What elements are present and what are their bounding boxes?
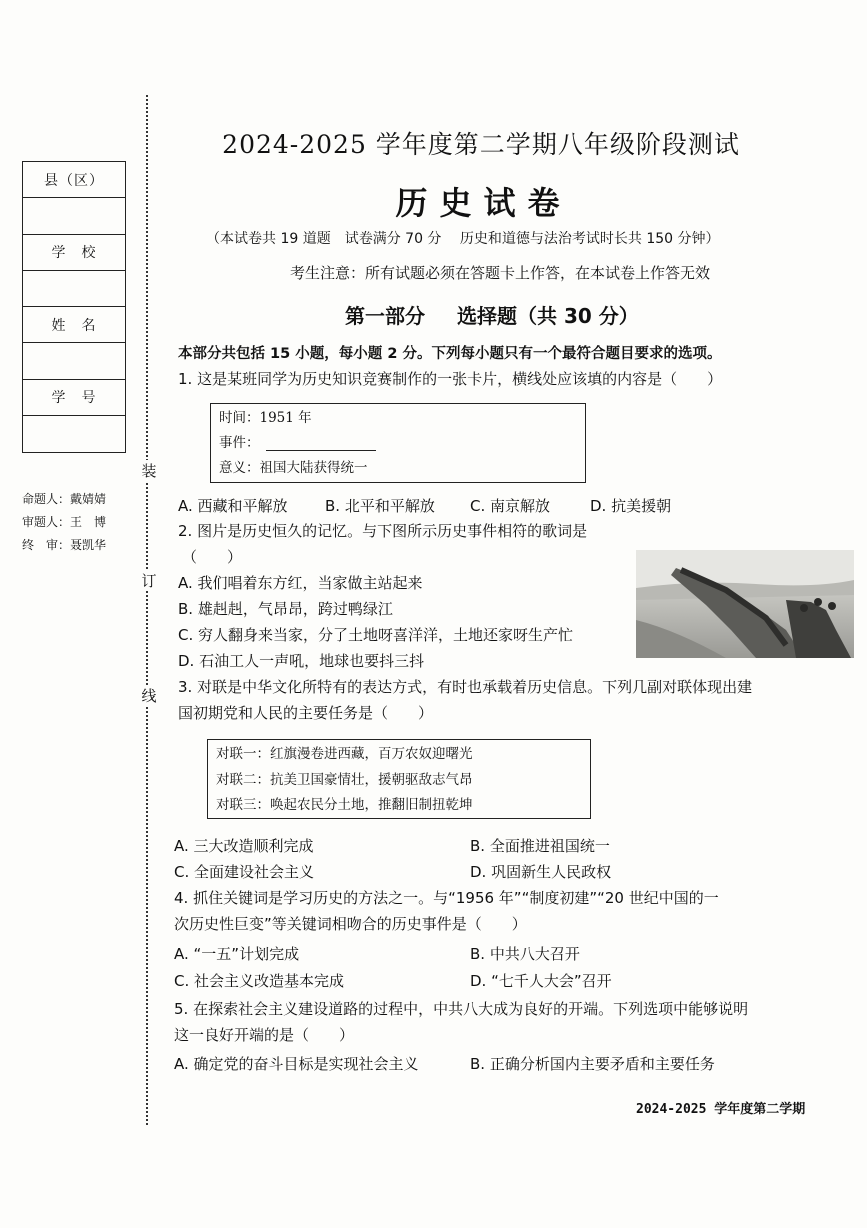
- q2-option-d[interactable]: D. 石油工人一声吼，地球也要抖三抖: [178, 652, 425, 670]
- subject-title: 历史试卷: [395, 184, 572, 222]
- section-name: 选择题（共 30 分）: [457, 304, 639, 328]
- q2-option-b[interactable]: B. 雄赳赳，气昂昂，跨过鸭绿江: [178, 600, 393, 618]
- exam-title: 2024-2025 学年度第二学期八年级阶段测试: [222, 130, 740, 159]
- q1-option-d[interactable]: D. 抗美援朝: [590, 497, 672, 515]
- binding-char-zhuang: 装: [141, 462, 157, 480]
- q3-option-d[interactable]: D. 巩固新生人民政权: [470, 863, 612, 881]
- q1-card-time: 时间：1951 年: [219, 410, 312, 426]
- q1-option-c[interactable]: C. 南京解放: [470, 497, 551, 515]
- reviewer: 审题人：王 博: [22, 515, 107, 529]
- final-reviewer: 终 审：聂凯华: [22, 538, 107, 552]
- q3-stem-line1: 3. 对联是中华文化所特有的表达方式，有时也承载着历史信息。下列几副对联体现出建: [178, 678, 753, 696]
- q4-option-b[interactable]: B. 中共八大召开: [470, 945, 580, 963]
- student-id-field[interactable]: [23, 416, 125, 452]
- q3-stem-line2: 国初期党和人民的主要任务是（ ）: [178, 704, 434, 722]
- q4-option-c[interactable]: C. 社会主义改造基本完成: [174, 972, 345, 990]
- student-id-label: 学 号: [23, 380, 125, 416]
- q3-option-b[interactable]: B. 全面推进祖国统一: [470, 837, 610, 855]
- section-part: 第一部分: [345, 304, 425, 328]
- q2-stem: 2. 图片是历史恒久的记忆。与下图所示历史事件相符的歌词是: [178, 522, 588, 540]
- q3-couplet-1: 对联一：红旗漫卷进西藏，百万农奴迎曙光: [216, 746, 473, 762]
- q4-stem-line2: 次历史性巨变”等关键词相吻合的历史事件是（ ）: [174, 915, 527, 933]
- q5-stem-line1: 5. 在探索社会主义建设道路的过程中，中共八大成为良好的开端。下列选项中能够说明: [174, 1000, 749, 1018]
- q1-stem: 1. 这是某班同学为历史知识竞赛制作的一张卡片，横线处应该填的内容是（ ）: [178, 370, 723, 388]
- school-label: 学 校: [23, 235, 125, 271]
- binding-char-ding: 订: [141, 572, 157, 590]
- q4-option-d[interactable]: D. “七千人大会”召开: [470, 972, 612, 990]
- binding-char-xian: 线: [141, 687, 157, 705]
- name-field[interactable]: [23, 343, 125, 379]
- exam-notice: 考生注意：所有试题必须在答题卡上作答，在本试卷上作答无效: [290, 264, 711, 282]
- q3-option-a[interactable]: A. 三大改造顺利完成: [174, 837, 314, 855]
- name-label: 姓 名: [23, 307, 125, 343]
- q3-couplets-box: [207, 739, 591, 819]
- q1-card-blank: [266, 436, 376, 451]
- q1-card-event: 事件：: [219, 435, 260, 451]
- section-instruction: 本部分共包括 15 小题，每小题 2 分。下列每小题只有一个最符合题目要求的选项。: [178, 346, 722, 362]
- q3-couplet-2: 对联二：抗美卫国豪情壮，援朝驱敌志气昂: [216, 771, 473, 788]
- q2-option-c[interactable]: C. 穷人翻身来当家，分了土地呀喜洋洋，土地还家呀生产忙: [178, 626, 574, 644]
- q2-answer-paren: （ ）: [182, 548, 243, 566]
- q1-card: [210, 403, 586, 483]
- q1-card-event-row: [219, 431, 577, 456]
- q2-option-a[interactable]: A. 我们唱着东方红，当家做主站起来: [178, 574, 423, 592]
- photo-illustration: [636, 550, 854, 658]
- q4-option-a[interactable]: A. “一五”计划完成: [174, 945, 300, 963]
- q5-stem-line2: 这一良好开端的是（ ）: [174, 1026, 355, 1044]
- q5-option-a[interactable]: A. 确定党的奋斗目标是实现社会主义: [174, 1055, 419, 1073]
- q3-option-c[interactable]: C. 全面建设社会主义: [174, 863, 315, 881]
- q1-option-a[interactable]: A. 西藏和平解放: [178, 497, 288, 515]
- q5-option-b[interactable]: B. 正确分析国内主要矛盾和主要任务: [470, 1055, 715, 1073]
- q2-historical-photo: [636, 550, 854, 658]
- q3-couplet-3: 对联三：唤起农民分土地，推翻旧制扭乾坤: [216, 797, 473, 813]
- binding-dotted-line: [146, 95, 154, 1125]
- q4-stem-line1: 4. 抓住关键词是学习历史的方法之一。与“1956 年”“制度初建”“20 世纪中国的一: [174, 889, 719, 907]
- q1-card-meaning: 意义：祖国大陆获得统一: [219, 460, 368, 476]
- setter: 命题人：戴婧婧: [22, 492, 107, 506]
- school-field[interactable]: [23, 271, 125, 307]
- q1-option-b[interactable]: B. 北平和平解放: [325, 497, 435, 515]
- page-footer: 2024-2025 学年度第二学期: [636, 1102, 806, 1117]
- authors-block: [22, 488, 106, 557]
- county-label: 县（区）: [23, 162, 125, 198]
- exam-subline: （本试卷共 19 道题 试卷满分 70 分 历史和道德与法治考试时长共 150 分钟）: [206, 231, 720, 247]
- section-heading: [345, 300, 639, 329]
